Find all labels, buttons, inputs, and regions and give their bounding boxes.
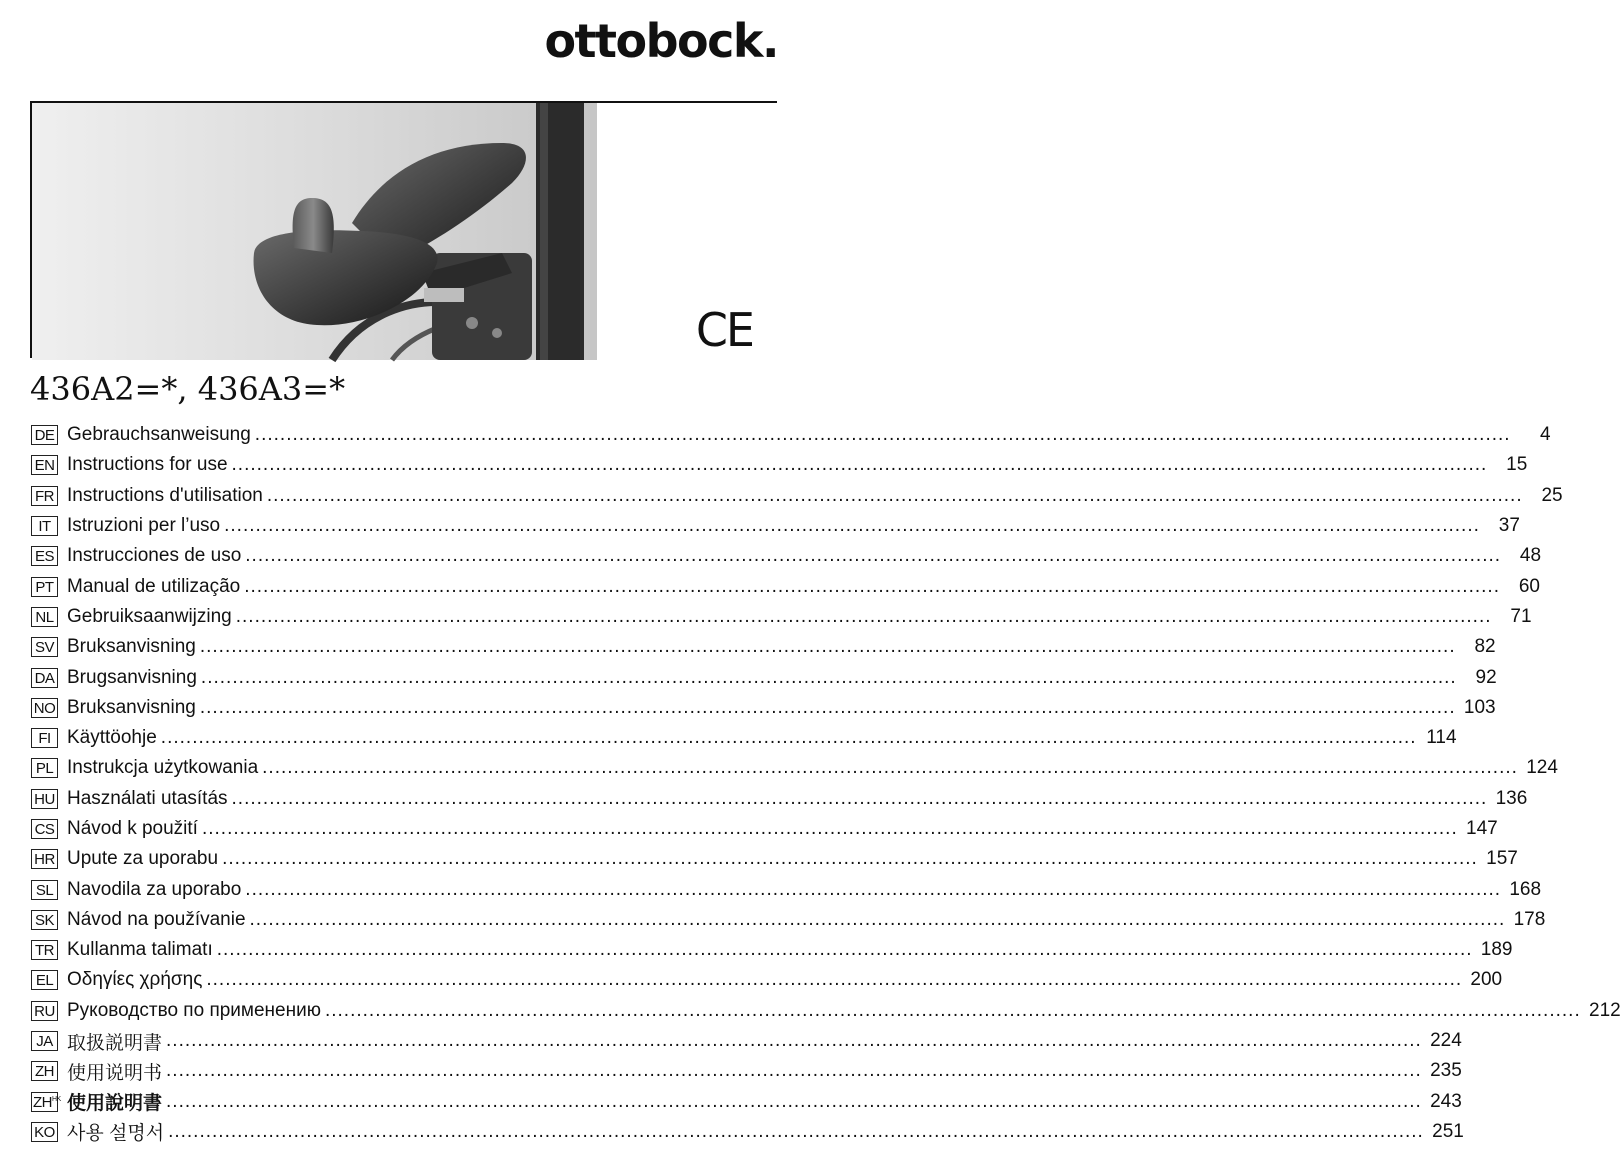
toc-title: Instrukcja użytkowania [67,757,259,779]
leader-dots: ........................................................................................................................................................................................................ [266,484,1523,506]
leader-dots: ........................................................................................................................................................................................................ [166,1090,1422,1112]
language-code-badge: ZH [31,1061,58,1081]
language-code-badge: RU [31,1001,58,1021]
ce-mark: CE [695,303,753,357]
toc-page-number: 212 [1589,999,1621,1021]
language-code-badge: PL [31,758,58,778]
language-code-badge: SV [31,637,58,657]
leader-dots: ........................................................................................................................................................................................................ [166,1060,1422,1082]
toc-page-number: 60 [1518,575,1540,597]
language-code-badge: ES [31,546,58,566]
leader-dots: ........................................................................................................................................................................................................ [262,757,1518,779]
toc-row[interactable] [31,1117,1464,1147]
language-code-badge: FR [31,486,58,506]
toc-page-number: 103 [1463,696,1496,718]
toc-page-number: 189 [1480,939,1513,961]
toc-title: Instructions d'utilisation [67,484,263,506]
toc-row[interactable] [31,481,1563,511]
toc-row[interactable] [31,662,1497,692]
language-code-badge: SK [31,910,58,930]
ottobock-logo: ottobock. [544,14,778,68]
toc-title: Návod na používanie [67,908,246,930]
toc-row[interactable] [31,541,1542,571]
toc-title: 取扱説明書 [67,1032,163,1054]
leader-dots: ........................................................................................................................................................................................................ [245,545,1502,567]
toc-page-number: 82 [1474,636,1496,658]
leader-dots: ........................................................................................................................................................................................................ [244,575,1500,597]
toc-title: Gebrauchsanweisung [67,424,251,446]
toc-row[interactable] [31,844,1518,874]
toc-row[interactable] [31,935,1513,965]
product-photo [30,101,777,358]
leader-dots: ........................................................................................................................................................................................................ [224,515,1480,537]
toc-row[interactable] [31,511,1520,541]
headrest-illustration [32,103,779,360]
toc-title: Brugsanvisning [67,666,197,688]
table-of-contents [31,420,1621,1147]
toc-page-number: 168 [1509,878,1542,900]
toc-page-number: 200 [1470,969,1503,991]
language-code-badge: CS [31,819,58,839]
toc-title: Használati utasítás [67,787,228,809]
language-code-badge: JA [31,1031,58,1051]
language-code-badge: HU [31,789,58,809]
leader-dots: ........................................................................................................................................................................................................ [235,605,1492,627]
toc-row[interactable] [31,753,1558,783]
toc-page-number: 37 [1498,515,1520,537]
model-number: 436A2=*, 436A3=* [30,370,346,408]
toc-row[interactable] [31,996,1621,1026]
toc-page-number: 235 [1430,1060,1462,1082]
toc-title: Manual de utilização [67,575,241,597]
toc-page-number: 25 [1541,484,1563,506]
toc-row[interactable] [31,1087,1462,1117]
toc-title: Gebruiksaanwijzing [67,605,232,627]
leader-dots: ........................................................................................................................................................................................................ [222,848,1478,870]
toc-page-number: 147 [1466,818,1498,839]
toc-title: Käyttöohje [67,727,157,749]
toc-title: Upute za uporabu [67,848,219,870]
toc-title: 사용 설명서 [67,1123,165,1145]
toc-page-number: 251 [1432,1120,1464,1142]
language-code-badge: FI [31,728,58,748]
toc-title: Bruksanvisning [67,696,196,718]
toc-title: Instrucciones de uso [67,545,242,567]
leader-dots: ........................................................................................................................................................................................................ [245,878,1502,900]
toc-row[interactable] [31,632,1496,662]
leader-dots: ........................................................................................................................................................................................................ [216,939,1473,961]
toc-title: Istruzioni per l’uso [67,515,221,537]
language-code-badge: HR [31,849,58,869]
leader-dots: ........................................................................................................................................................................................................ [160,727,1417,749]
toc-title: Instructions for use [67,454,228,476]
toc-row[interactable] [31,814,1498,844]
toc-row[interactable] [31,1026,1462,1056]
leader-dots: ........................................................................................................................................................................................................ [231,454,1488,476]
leader-dots: ........................................................................................................................................................................................................ [168,1120,1424,1142]
language-code-badge: DA [31,668,58,688]
leader-dots: ........................................................................................................................................................................................................ [199,636,1456,658]
toc-title: Navodila za uporabo [67,878,242,900]
language-code-badge: DE [31,425,58,445]
toc-page-number: 243 [1430,1090,1462,1112]
leader-dots: ........................................................................................................................................................................................................ [199,696,1456,718]
language-code-badge: $ZH^{HK}$ [33,1093,61,1111]
language-code-badge: EN [31,455,58,475]
leader-dots: ........................................................................................................................................................................................................ [166,1030,1422,1052]
leader-dots: ........................................................................................................................................................................................................ [254,424,1511,446]
leader-dots: ........................................................................................................................................................................................................ [201,818,1458,839]
toc-row[interactable] [31,965,1503,995]
language-code-badge: NL [31,607,58,627]
leader-dots: ........................................................................................................................................................................................................ [200,666,1457,688]
toc-row[interactable] [31,420,1551,450]
toc-page-number: 178 [1513,908,1546,930]
toc-title: 使用说明书 [67,1062,163,1084]
language-code-badge: PT [31,577,58,597]
leader-dots: ........................................................................................................................................................................................................ [249,908,1506,930]
toc-row[interactable] [31,450,1528,480]
toc-page-number: 136 [1495,787,1528,809]
language-code-badge: NO [31,698,58,718]
toc-row[interactable] [31,874,1542,904]
toc-row[interactable] [31,723,1457,753]
language-code-badge: KO [31,1122,58,1142]
language-code-badge: TR [31,940,58,960]
toc-row[interactable] [31,602,1532,632]
toc-row[interactable] [31,693,1496,723]
toc-title: Bruksanvisning [67,636,196,658]
toc-row[interactable] [31,571,1540,601]
toc-page-number: 92 [1475,666,1497,688]
toc-page-number: 71 [1510,605,1532,627]
leader-dots: ........................................................................................................................................................................................................ [324,999,1581,1021]
language-code-badge: EL [31,970,58,990]
leader-dots: ........................................................................................................................................................................................................ [231,787,1488,809]
toc-title: Οδηγίες χρήσης [67,969,203,991]
toc-row[interactable] [31,905,1546,935]
toc-row[interactable] [31,1056,1462,1086]
toc-page-number: 15 [1506,454,1528,476]
toc-page-number: 114 [1426,727,1457,749]
toc-row[interactable] [31,784,1528,814]
toc-page-number: 4 [1539,424,1551,446]
language-code-badge: SL [31,880,58,900]
toc-page-number: 48 [1519,545,1542,567]
toc-title: Руководство по применению [67,999,321,1021]
leader-dots: ........................................................................................................................................................................................................ [206,969,1463,991]
toc-page-number: 157 [1486,848,1518,870]
toc-title: 使用說明書 [67,1093,163,1115]
toc-title: Kullanma talimatı [67,939,213,961]
language-code-badge: IT [31,516,58,536]
toc-page-number: 124 [1526,757,1558,779]
toc-page-number: 224 [1430,1030,1462,1052]
toc-title: Návod k použití [67,818,198,839]
